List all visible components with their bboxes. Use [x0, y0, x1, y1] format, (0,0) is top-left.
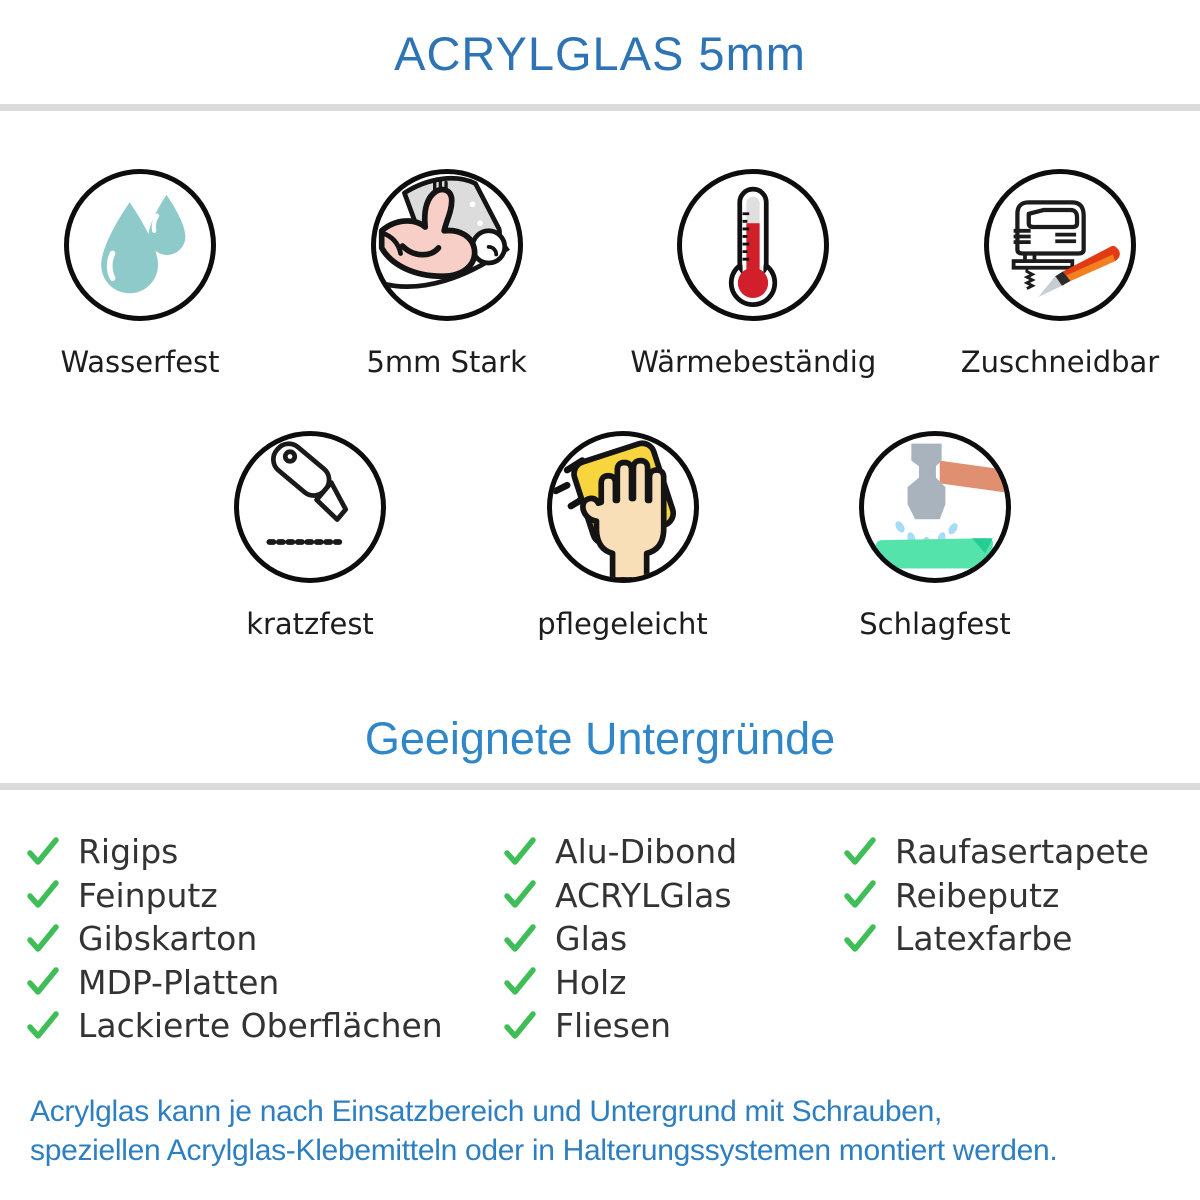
check-icon — [502, 1008, 538, 1044]
page-title: ACRYLGLAS 5mm — [394, 27, 806, 80]
surfaces-column-2 — [502, 830, 842, 1048]
divider-top — [0, 104, 1200, 111]
list-item — [25, 917, 502, 961]
surfaces-column-1 — [25, 830, 502, 1048]
surface-label: Raufasertapete — [895, 832, 1149, 872]
list-item — [502, 830, 842, 874]
mounting-note — [0, 1092, 1200, 1170]
surface-label: Alu-Dibond — [555, 832, 738, 872]
check-icon — [842, 834, 878, 870]
surfaces-column-3 — [842, 830, 1192, 1048]
list-item — [842, 830, 1192, 874]
check-icon — [25, 877, 61, 913]
mounting-note-line-2: speziellen Acrylglas-Klebemitteln oder in Halterungssystemen montiert werden. — [30, 1133, 1058, 1167]
surface-label: Fliesen — [555, 1006, 672, 1046]
check-icon — [502, 834, 538, 870]
surface-label: Gibskarton — [78, 919, 258, 959]
check-icon — [502, 964, 538, 1000]
list-item — [25, 961, 502, 1005]
feature-label-waterproof: Wasserfest — [60, 345, 220, 379]
list-item — [502, 961, 842, 1005]
surface-label: ACRYLGlas — [555, 875, 732, 915]
check-icon — [502, 921, 538, 957]
surface-label: Glas — [555, 919, 628, 959]
feature-label-thickness: 5mm Stark — [366, 345, 527, 379]
check-icon — [842, 921, 878, 957]
feature-row-1 — [0, 169, 1200, 379]
divider-surfaces — [0, 783, 1200, 790]
hammer-icon — [859, 431, 1011, 583]
list-item — [25, 1004, 502, 1048]
surface-label: Rigips — [78, 832, 179, 872]
list-item — [842, 874, 1192, 918]
surface-label: Holz — [555, 962, 627, 1002]
feature-waterproof — [55, 169, 225, 379]
surface-label: Lackierte Oberflächen — [78, 1006, 443, 1046]
feature-label-cuttable: Zuschneidbar — [960, 345, 1160, 379]
feature-row-2 — [0, 431, 1200, 641]
feature-label-impact-resistant: Schlagfest — [859, 607, 1011, 641]
list-item — [502, 917, 842, 961]
utility-knife-icon — [234, 431, 386, 583]
thermometer-icon — [677, 169, 829, 321]
surface-label: MDP-Platten — [78, 962, 280, 1002]
list-item — [842, 917, 1192, 961]
check-icon — [842, 877, 878, 913]
feature-scratchproof — [225, 431, 395, 641]
list-item — [502, 1004, 842, 1048]
feature-heat-resistant — [630, 169, 877, 379]
check-icon — [25, 921, 61, 957]
feature-cuttable — [960, 169, 1160, 379]
surface-label: Latexfarbe — [895, 919, 1073, 959]
strong-arm-icon — [371, 169, 523, 321]
surfaces-list — [0, 830, 1200, 1048]
feature-label-heat-resistant: Wärmebeständig — [630, 345, 877, 379]
jigsaw-cutter-icon — [984, 169, 1136, 321]
feature-easy-care — [538, 431, 708, 641]
list-item — [25, 874, 502, 918]
check-icon — [25, 834, 61, 870]
surface-label: Feinputz — [78, 875, 218, 915]
list-item — [25, 830, 502, 874]
surface-label: Reibeputz — [895, 875, 1060, 915]
check-icon — [502, 877, 538, 913]
list-item — [502, 874, 842, 918]
surfaces-heading: Geeignete Untergründe — [364, 713, 836, 764]
check-icon — [25, 964, 61, 1000]
feature-label-scratchproof: kratzfest — [246, 607, 374, 641]
mounting-note-line-1: Acrylglas kann je nach Einsatzbereich und Untergrund mit Schrauben, — [30, 1094, 943, 1128]
feature-label-easy-care: pflegeleicht — [537, 607, 708, 641]
water-drops-icon — [64, 169, 216, 321]
check-icon — [25, 1008, 61, 1044]
feature-thickness — [362, 169, 532, 379]
cleaning-hand-icon — [547, 431, 699, 583]
feature-impact-resistant — [850, 431, 1020, 641]
